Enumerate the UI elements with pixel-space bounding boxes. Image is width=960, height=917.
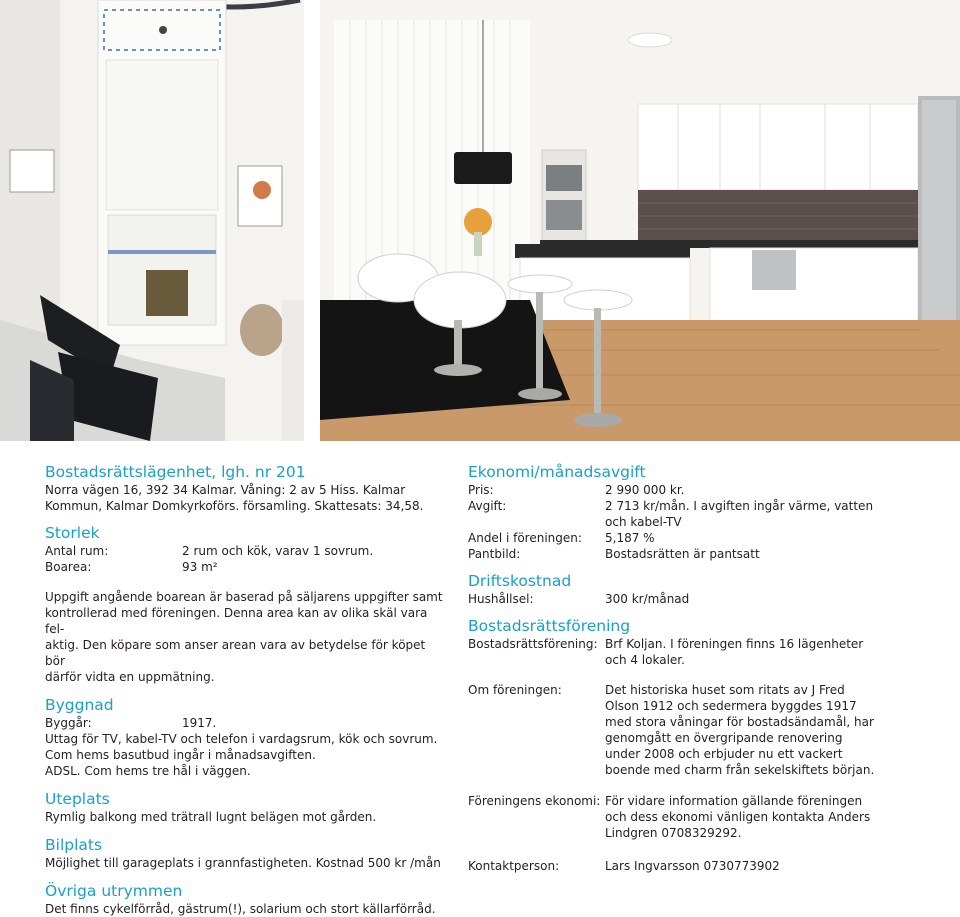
byggnad-line: ADSL. Com hems tre hål i väggen. <box>45 764 251 778</box>
avgift-value <box>605 498 938 530</box>
hushallsel-value: 300 kr/månad <box>605 592 690 606</box>
avgift-line: och kabel-TV <box>605 515 682 529</box>
drift-heading: Driftskostnad <box>468 572 572 590</box>
om-foreningen-value <box>605 682 938 778</box>
ovriga-text: Det finns cykelförråd, gästrum(!), solarium och stort källarförråd. <box>45 902 436 916</box>
brf-line: och 4 lokaler. <box>605 653 685 667</box>
om-line: Olson 1912 och sedermera byggdes 1917 <box>605 699 857 713</box>
uteplats-heading: Uteplats <box>45 790 110 808</box>
right-column <box>468 462 938 874</box>
om-line: genomgått en övergripande renovering <box>605 731 843 745</box>
bilplats-text: Möjlighet till garageplats i grannfastigheten. Kostnad 500 kr /mån <box>45 856 441 870</box>
boarea-row <box>45 559 445 575</box>
ekonomi-line: och dess ekonomi vänligen kontakta Anders <box>605 810 871 824</box>
address-line: Kommun, Kalmar Domkyrkoförs. församling. Skattesats: 34,58. <box>45 499 424 513</box>
kitchen-illustration <box>320 0 960 441</box>
byggnad-heading: Byggnad <box>45 696 114 714</box>
om-line: med stora våningar för bostadsändamål, har <box>605 715 874 729</box>
kontaktperson-row <box>468 858 938 874</box>
avgift-line: 2 713 kr/mån. I avgiften ingår värme, vatten <box>605 499 874 513</box>
forening-heading: Bostadsrättsförening <box>468 617 631 635</box>
foreningens-ekonomi-row <box>468 793 938 841</box>
note-line: därför vidta en uppmätning. <box>45 670 215 684</box>
ekonomi-heading: Ekonomi/månadsavgift <box>468 463 646 481</box>
pantbild-label: Pantbild: <box>468 547 521 561</box>
andel-value: 5,187 % <box>605 531 655 545</box>
kontaktperson-value: Lars Ingvarsson 0730773902 <box>605 859 780 873</box>
byggnad-line: Uttag för TV, kabel-TV och telefon i vardagsrum, kök och sovrum. <box>45 732 438 746</box>
om-line: boende med charm från sekelskiftets början. <box>605 763 875 777</box>
uteplats-text: Rymlig balkong med trätrall lugnt belägen mot gården. <box>45 810 377 824</box>
pris-label: Pris: <box>468 483 494 497</box>
storlek-heading: Storlek <box>45 524 100 542</box>
kontaktperson-label: Kontaktperson: <box>468 859 560 873</box>
om-line: Det historiska huset som ritats av J Fred <box>605 683 845 697</box>
pantbild-row <box>468 546 938 562</box>
brf-row <box>468 636 938 668</box>
ekonomi-line: Lindgren 0708329292. <box>605 826 742 840</box>
hushallsel-label: Hushållsel: <box>468 592 534 606</box>
boarea-note <box>45 589 445 685</box>
kitchen-photo <box>320 0 960 441</box>
foreningens-ekonomi-value <box>605 793 938 841</box>
brf-label: Bostadsrättsförening: <box>468 637 598 651</box>
ekonomi-line: För vidare information gällande föreningen <box>605 794 863 808</box>
left-column <box>45 462 445 917</box>
andel-row <box>468 530 938 546</box>
living-room-photo <box>0 0 304 441</box>
antal-rum-value: 2 rum och kök, varav 1 sovrum. <box>182 544 374 558</box>
pris-value: 2 990 000 kr. <box>605 483 685 497</box>
note-line: aktig. Den köpare som anser arean vara av betydelse för köpet bör <box>45 638 426 668</box>
om-foreningen-label: Om föreningen: <box>468 683 562 697</box>
brf-line: Brf Koljan. I föreningen finns 16 lägenheter <box>605 637 864 651</box>
bilplats-heading: Bilplats <box>45 836 103 854</box>
pris-row <box>468 482 938 498</box>
ovriga-heading: Övriga utrymmen <box>45 882 183 900</box>
byggnad-line: Com hems basutbud ingår i månadsavgiften. <box>45 748 316 762</box>
hushallsel-row <box>468 591 938 607</box>
boarea-label: Boarea: <box>45 560 92 574</box>
antal-rum-row <box>45 543 445 559</box>
pantbild-value: Bostadsrätten är pantsatt <box>605 547 760 561</box>
byggar-value: 1917. <box>182 716 217 730</box>
boarea-value: 93 m² <box>182 560 218 574</box>
note-line: kontrollerad med föreningen. Denna area kan av olika skäl vara fel- <box>45 606 428 636</box>
address-line: Norra vägen 16, 392 34 Kalmar. Våning: 2 av 5 Hiss. Kalmar <box>45 483 406 497</box>
living-room-illustration <box>0 0 304 441</box>
om-foreningen-row <box>468 682 938 778</box>
brf-value <box>605 636 938 668</box>
om-line: under 2008 och erbjuder nu ett vackert <box>605 747 843 761</box>
listing-title: Bostadsrättslägenhet, lgh. nr 201 <box>45 463 306 481</box>
foreningens-ekonomi-label: Föreningens ekonomi: <box>468 794 601 808</box>
byggar-label: Byggår: <box>45 716 92 730</box>
andel-label: Andel i föreningen: <box>468 531 582 545</box>
note-line: Uppgift angående boarean är baserad på säljarens uppgifter samt <box>45 590 443 604</box>
avgift-label: Avgift: <box>468 499 507 513</box>
antal-rum-label: Antal rum: <box>45 544 109 558</box>
byggar-row <box>45 715 445 731</box>
avgift-row <box>468 498 938 530</box>
